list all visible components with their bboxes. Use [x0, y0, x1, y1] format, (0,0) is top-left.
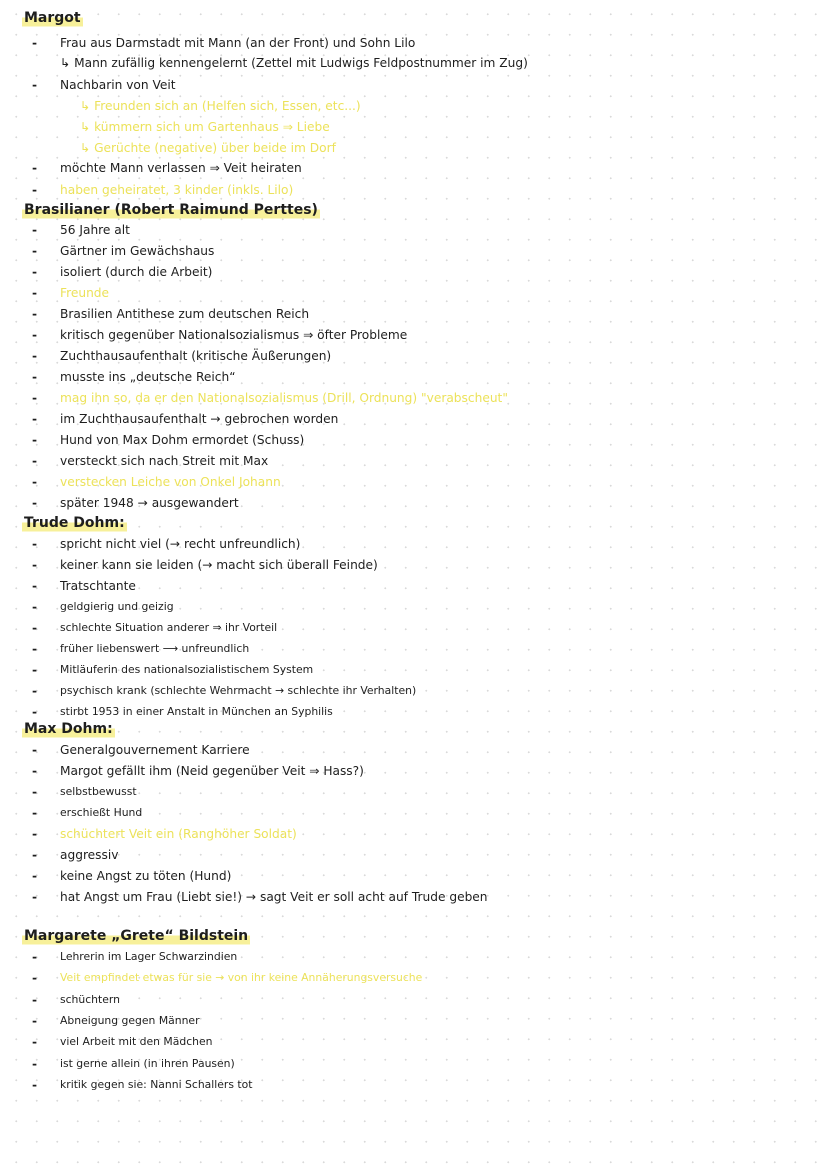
list-item-text: ist gerne allein (in ihren Pausen): [60, 1057, 235, 1070]
bullet-dash-icon: -: [32, 412, 38, 426]
list-item-text: Veit empfindet etwas für sie → von ihr keine Annäherungsversuche: [60, 971, 423, 984]
bullet-dash-icon: -: [32, 705, 38, 719]
list-item-text: Tratschtante: [60, 579, 136, 593]
list-item: [0, 740, 828, 760]
list-item-text: psychisch krank (schlechte Wehrmacht → schlechte ihr Verhalten): [60, 684, 417, 697]
bullet-dash-icon: -: [32, 286, 38, 300]
bullet-dash-icon: -: [32, 993, 38, 1007]
list-item-text: möchte Mann verlassen ⇒ Veit heiraten: [60, 161, 302, 175]
list-item: [0, 158, 828, 178]
bullet-dash-icon: -: [32, 391, 38, 405]
section-heading-text: Brasilianer (Robert Raimund Perttes): [24, 202, 318, 218]
list-item: [0, 866, 828, 886]
list-item-text: ↳ kümmern sich um Gartenhaus ⇒ Liebe: [80, 120, 330, 134]
list-item: [0, 409, 828, 429]
bullet-dash-icon: -: [32, 764, 38, 778]
list-item-text: verstecken Leiche von Onkel Johann: [60, 475, 281, 489]
list-item: [0, 262, 828, 282]
bullet-dash-icon: -: [32, 328, 38, 342]
list-item: [0, 138, 828, 158]
bullet-dash-icon: -: [32, 161, 38, 175]
bullet-dash-icon: -: [32, 621, 38, 635]
list-item: [0, 990, 828, 1010]
bullet-dash-icon: -: [32, 806, 38, 820]
list-item: [0, 1054, 828, 1074]
section-heading: [0, 513, 828, 533]
list-item: [0, 1011, 828, 1031]
list-item-text: geldgierig und geizig: [60, 600, 174, 613]
list-item-text: musste ins „deutsche Reich“: [60, 370, 236, 384]
bullet-dash-icon: -: [32, 827, 38, 841]
list-item: [0, 346, 828, 366]
bullet-dash-icon: -: [32, 78, 38, 92]
bullet-dash-icon: -: [32, 265, 38, 279]
list-item: [0, 660, 828, 680]
list-item-text: Gärtner im Gewächshaus: [60, 244, 215, 258]
list-item-text: versteckt sich nach Streit mit Max: [60, 454, 269, 468]
list-item: [0, 241, 828, 261]
list-item: [0, 597, 828, 617]
bullet-dash-icon: -: [32, 579, 38, 593]
bullet-dash-icon: -: [32, 785, 38, 799]
list-item-text: hat Angst um Frau (Liebt sie!) → sagt Veit er soll acht auf Trude geben: [60, 890, 488, 904]
list-item: [0, 388, 828, 408]
list-item-text: im Zuchthausaufenthalt → gebrochen worden: [60, 412, 339, 426]
list-item-text: früher liebenswert ⟶ unfreundlich: [60, 642, 250, 655]
bullet-dash-icon: -: [32, 684, 38, 698]
list-item: [0, 75, 828, 95]
section-heading-text: Margarete „Grete“ Bildstein: [24, 928, 249, 944]
list-item: [0, 681, 828, 701]
bullet-dash-icon: -: [32, 183, 38, 197]
list-item-text: Lehrerin im Lager Schwarzindien: [60, 950, 238, 963]
list-item-text: mag ihn so, da er den Nationalsozialismus (Drill, Ordnung) "verabscheut": [60, 391, 508, 405]
list-item-text: Frau aus Darmstadt mit Mann (an der Front) und Sohn Lilo: [60, 36, 416, 50]
list-item-text: schlechte Situation anderer ⇒ ihr Vorteil: [60, 621, 278, 634]
list-item: [0, 451, 828, 471]
bullet-dash-icon: -: [32, 1057, 38, 1071]
bullet-dash-icon: -: [32, 663, 38, 677]
bullet-dash-icon: -: [32, 1078, 38, 1092]
bullet-dash-icon: -: [32, 36, 38, 50]
list-item-text: später 1948 → ausgewandert: [60, 496, 239, 510]
list-item-text: Zuchthausaufenthalt (kritische Äußerungen): [60, 349, 332, 363]
list-item-text: stirbt 1953 in einer Anstalt in München an Syphilis: [60, 705, 333, 718]
list-item-text: ↳ Gerüchte (negative) über beide im Dorf: [80, 141, 336, 155]
list-item-text: viel Arbeit mit den Mädchen: [60, 1035, 213, 1048]
list-item-text: spricht nicht viel (→ recht unfreundlich): [60, 537, 301, 551]
list-item-text: Generalgouvernement Karriere: [60, 743, 250, 757]
list-item-text: selbstbewusst: [60, 785, 137, 798]
list-item-text: isoliert (durch die Arbeit): [60, 265, 213, 279]
bullet-dash-icon: -: [32, 496, 38, 510]
list-item: [0, 493, 828, 513]
list-item: [0, 761, 828, 781]
bullet-dash-icon: -: [32, 642, 38, 656]
list-item-text: keiner kann sie leiden (→ macht sich überall Feinde): [60, 558, 378, 572]
section-heading-text: Margot: [24, 10, 81, 26]
list-item-text: kritisch gegenüber Nationalsozialismus ⇒ öfter Probleme: [60, 328, 408, 342]
list-item: [0, 639, 828, 659]
bullet-dash-icon: -: [32, 743, 38, 757]
list-item: [0, 782, 828, 802]
section-heading-text: Trude Dohm:: [24, 515, 125, 531]
list-item: [0, 555, 828, 575]
list-item: [0, 430, 828, 450]
list-item: [0, 367, 828, 387]
list-item: [0, 472, 828, 492]
list-item-text: Freunde: [60, 286, 110, 300]
list-item: [0, 618, 828, 638]
list-item-text: 56 Jahre alt: [60, 223, 130, 237]
bullet-dash-icon: -: [32, 600, 38, 614]
bullet-dash-icon: -: [32, 475, 38, 489]
list-item: [0, 283, 828, 303]
list-item: [0, 824, 828, 844]
section-heading: [0, 200, 828, 220]
list-item-text: keine Angst zu töten (Hund): [60, 869, 232, 883]
section-heading: [0, 719, 828, 739]
bullet-dash-icon: -: [32, 349, 38, 363]
list-item-text: aggressiv: [60, 848, 119, 862]
list-item: [0, 534, 828, 554]
list-item-text: Hund von Max Dohm ermordet (Schuss): [60, 433, 305, 447]
list-item-text: Nachbarin von Veit: [60, 78, 176, 92]
bullet-dash-icon: -: [32, 244, 38, 258]
list-item: [0, 803, 828, 823]
list-item-text: Brasilien Antithese zum deutschen Reich: [60, 307, 310, 321]
bullet-dash-icon: -: [32, 869, 38, 883]
bullet-dash-icon: -: [32, 307, 38, 321]
list-item: [0, 53, 828, 73]
bullet-dash-icon: -: [32, 848, 38, 862]
list-item-text: Abneigung gegen Männer: [60, 1014, 200, 1027]
list-item-text: schüchtert Veit ein (Ranghöher Soldat): [60, 827, 297, 841]
section-heading: [0, 926, 828, 946]
list-item-text: haben geheiratet, 3 kinder (inkls. Lilo): [60, 183, 294, 197]
list-item-text: schüchtern: [60, 993, 120, 1006]
list-item: [0, 968, 828, 988]
list-item-text: erschießt Hund: [60, 806, 143, 819]
list-item: [0, 117, 828, 137]
list-item-text: Margot gefällt ihm (Neid gegenüber Veit ⇒ Hass?): [60, 764, 364, 778]
list-item: [0, 845, 828, 865]
bullet-dash-icon: -: [32, 971, 38, 985]
bullet-dash-icon: -: [32, 950, 38, 964]
list-item: [0, 180, 828, 200]
bullet-dash-icon: -: [32, 537, 38, 551]
list-item: [0, 576, 828, 596]
list-item-text: ↳ Mann zufällig kennengelernt (Zettel mit Ludwigs Feldpostnummer im Zug): [60, 56, 528, 70]
list-item: [0, 1075, 828, 1095]
bullet-dash-icon: -: [32, 454, 38, 468]
bullet-dash-icon: -: [32, 558, 38, 572]
bullet-dash-icon: -: [32, 433, 38, 447]
list-item: [0, 1032, 828, 1052]
list-item: [0, 304, 828, 324]
list-item-text: kritik gegen sie: Nanni Schallers tot: [60, 1078, 253, 1091]
bullet-dash-icon: -: [32, 223, 38, 237]
list-item-text: ↳ Freunden sich an (Helfen sich, Essen, etc...): [80, 99, 361, 113]
list-item: [0, 96, 828, 116]
bullet-dash-icon: -: [32, 1014, 38, 1028]
bullet-dash-icon: -: [32, 890, 38, 904]
section-heading-text: Max Dohm:: [24, 721, 113, 737]
list-item: [0, 33, 828, 53]
section-heading: [0, 8, 828, 28]
list-item-text: Mitläuferin des nationalsozialistischem System: [60, 663, 314, 676]
bullet-dash-icon: -: [32, 1035, 38, 1049]
list-item: [0, 220, 828, 240]
list-item: [0, 325, 828, 345]
list-item: [0, 947, 828, 967]
list-item: [0, 887, 828, 907]
bullet-dash-icon: -: [32, 370, 38, 384]
